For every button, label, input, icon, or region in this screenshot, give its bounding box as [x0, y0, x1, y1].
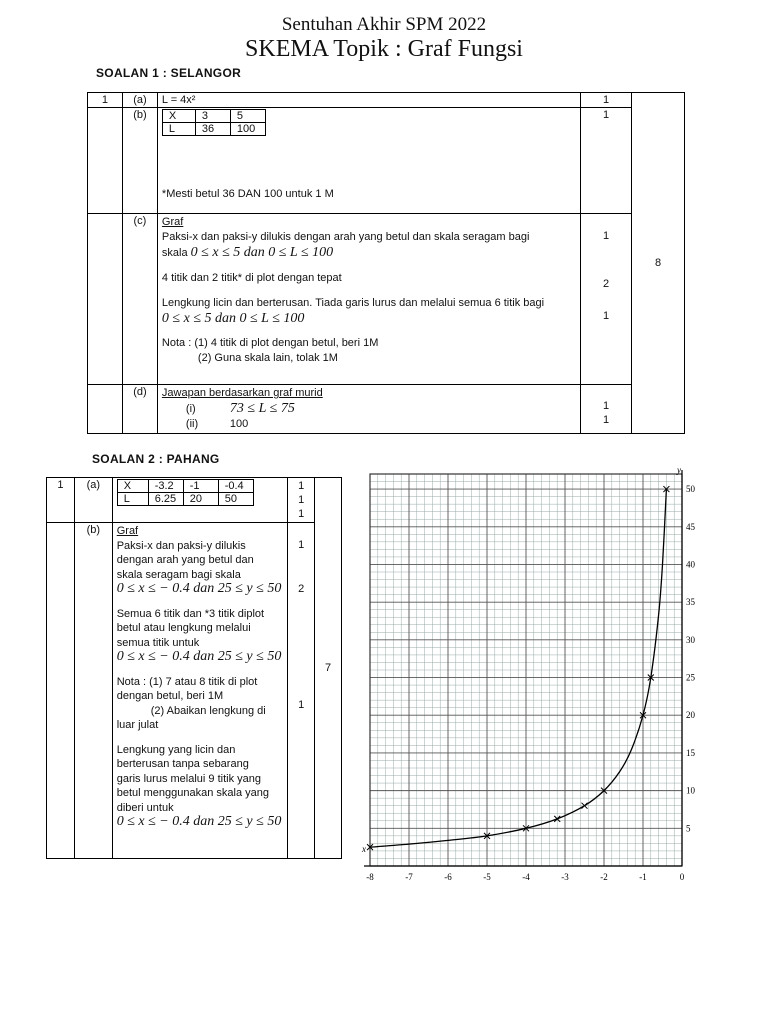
- q2b-range: 0 ≤ x ≤ − 0.4 dan 25 ≤ y ≤ 50: [116, 814, 282, 829]
- q1d-i-label: (i): [185, 403, 196, 415]
- x-tick-label: -4: [522, 872, 530, 882]
- section-title-q1: SOALAN 1 : SELANGOR: [96, 66, 242, 80]
- table-cell: 6.25: [148, 493, 183, 506]
- q2-answer-table: [46, 477, 342, 859]
- x-tick-label: -6: [444, 872, 452, 882]
- q2a-mark-2: 1: [298, 494, 305, 506]
- q1c-scale-range: 0 ≤ x ≤ 5 dan 0 ≤ L ≤ 100: [190, 245, 334, 260]
- y-tick-label: 35: [686, 597, 695, 608]
- x-tick-label: -8: [366, 872, 374, 882]
- table-cell: X: [117, 480, 148, 493]
- q1d-title: Jawapan berdasarkan graf murid: [161, 387, 323, 399]
- tick-labels: [366, 484, 695, 882]
- q2b-text-line: garis lurus melalui 9 titik yang: [116, 772, 262, 785]
- x-tick-label: 0: [679, 872, 685, 882]
- q1c-mark-3: 1: [603, 310, 610, 322]
- table-cell: 100: [230, 123, 265, 136]
- y-axis-label: y: [677, 466, 681, 475]
- q2b-note-line: Nota : (1) 7 atau 8 titik di plot: [116, 675, 258, 688]
- y-tick-label: 20: [686, 710, 695, 721]
- q1-total-mark: 8: [632, 93, 685, 434]
- q2b-text-line: berterusan tanpa sebarang: [116, 758, 249, 770]
- q1c-mark-1: 1: [603, 230, 610, 242]
- q2a-mark-1: 1: [298, 480, 305, 492]
- table-cell: 36: [195, 123, 230, 136]
- q2b-note-line: dengan betul, beri 1M: [116, 690, 224, 702]
- q1c-criterion-points: 4 titik dan 2 titik* di plot dengan tepat: [161, 272, 342, 284]
- x-tick-label: -1: [639, 872, 647, 882]
- q2b-note-line: (2) Abaikan lengkung di: [150, 704, 266, 717]
- q1d-mark-1: 1: [603, 400, 610, 412]
- q1-answer-table: [87, 92, 685, 434]
- table-cell: -1: [183, 480, 218, 493]
- y-tick-label: 40: [686, 559, 695, 570]
- q2b-text-line: Lengkung yang licin dan: [116, 743, 236, 756]
- q1-number: 1: [88, 93, 123, 108]
- q2a-label: (a): [74, 478, 112, 523]
- q1a-mark: 1: [581, 93, 632, 108]
- table-cell: 5: [230, 110, 265, 123]
- q2b-text-line: Paksi-x dan paksi-y dilukis: [116, 539, 246, 552]
- q2b-text-line: betul menggunakan skala yang: [116, 787, 269, 799]
- y-tick-label: 30: [686, 634, 695, 645]
- table-cell: 3: [195, 110, 230, 123]
- q1c-criterion-curve: Lengkung licin dan berterusan. Tiada garis lurus dan melalui semua 6 titik bagi: [161, 297, 545, 309]
- q1b-note: *Mesti betul 36 DAN 100 untuk 1 M: [161, 188, 334, 200]
- q1c-note-2: (2) Guna skala lain, tolak 1M: [197, 352, 338, 364]
- q2b-mark-2: 2: [298, 583, 305, 595]
- q1d-mark-2: 1: [603, 414, 610, 426]
- table-cell: L: [117, 493, 148, 506]
- q2b-text-line: betul atau lengkung melalui: [116, 622, 251, 634]
- table-cell: 50: [218, 493, 253, 506]
- y-tick-label: 50: [686, 484, 695, 495]
- q2b-label: (b): [74, 523, 112, 859]
- q2b-text-line: dengan arah yang betul dan: [116, 554, 254, 566]
- y-tick-label: 10: [686, 785, 695, 796]
- table-cell: -0.4: [218, 480, 253, 493]
- q2b-note-line: luar julat: [116, 719, 159, 731]
- section-title-q2: SOALAN 2 : PAHANG: [92, 452, 220, 466]
- q2b-range: 0 ≤ x ≤ − 0.4 dan 25 ≤ y ≤ 50: [116, 581, 282, 596]
- q2b-text-line: Semua 6 titik dan *3 titik diplot: [116, 607, 265, 620]
- x-tick-label: -7: [405, 872, 413, 882]
- q1c-mark-2: 2: [603, 278, 610, 290]
- y-tick-label: 5: [686, 823, 691, 834]
- q2b-mark-1: 1: [298, 539, 305, 551]
- q2b-title: Graf: [116, 525, 139, 537]
- q1c-criterion-axes: Paksi-x dan paksi-y dilukis dengan arah yang betul dan skala seragam bagi: [161, 231, 530, 243]
- x-tick-label: -3: [561, 872, 569, 882]
- x-tick-label: -5: [483, 872, 491, 882]
- document-subtitle: Sentuhan Akhir SPM 2022: [281, 14, 487, 35]
- function-graph: [356, 466, 714, 900]
- q2-total-mark: 7: [315, 478, 342, 859]
- q2a-value-table: [117, 479, 254, 506]
- q1d-ii-label: (ii): [185, 418, 199, 430]
- x-axis-label: x: [362, 844, 366, 854]
- q2a-mark-3: 1: [298, 508, 305, 520]
- q1d-label: (d): [122, 385, 157, 434]
- y-tick-label: 15: [686, 747, 695, 758]
- q2-number: 1: [47, 478, 75, 523]
- table-cell: X: [162, 110, 195, 123]
- document-title: SKEMA Topik : Graf Fungsi: [245, 36, 523, 62]
- x-tick-label: -2: [600, 872, 608, 882]
- table-cell: L: [162, 123, 195, 136]
- q2b-text-line: diberi untuk: [116, 801, 174, 814]
- q1b-label: (b): [122, 108, 157, 214]
- y-tick-label: 45: [686, 521, 695, 532]
- q1b-value-table: [162, 109, 266, 136]
- q1d-i-answer: 73 ≤ L ≤ 75: [229, 401, 295, 416]
- y-tick-label: 25: [686, 672, 695, 683]
- q2b-range: 0 ≤ x ≤ − 0.4 dan 25 ≤ y ≤ 50: [116, 649, 282, 664]
- q1c-scale-label: skala: [161, 247, 188, 259]
- q1c-title: Graf: [161, 216, 184, 228]
- q2b-text-line: skala seragam bagi skala: [116, 568, 241, 581]
- table-cell: -3.2: [148, 480, 183, 493]
- q2b-mark-3: 1: [298, 699, 305, 711]
- q1b-mark: 1: [581, 108, 632, 214]
- q2b-text-line: semua titik untuk: [116, 636, 200, 649]
- table-cell: 20: [183, 493, 218, 506]
- q1d-ii-answer: 100: [229, 418, 249, 430]
- q1a-label: (a): [122, 93, 157, 108]
- q1c-curve-range: 0 ≤ x ≤ 5 dan 0 ≤ L ≤ 100: [161, 311, 305, 326]
- q1a-answer: L = 4x²: [157, 93, 580, 108]
- q1c-label: (c): [122, 214, 157, 385]
- q1c-note-1: Nota : (1) 4 titik di plot dengan betul, beri 1M: [161, 337, 379, 349]
